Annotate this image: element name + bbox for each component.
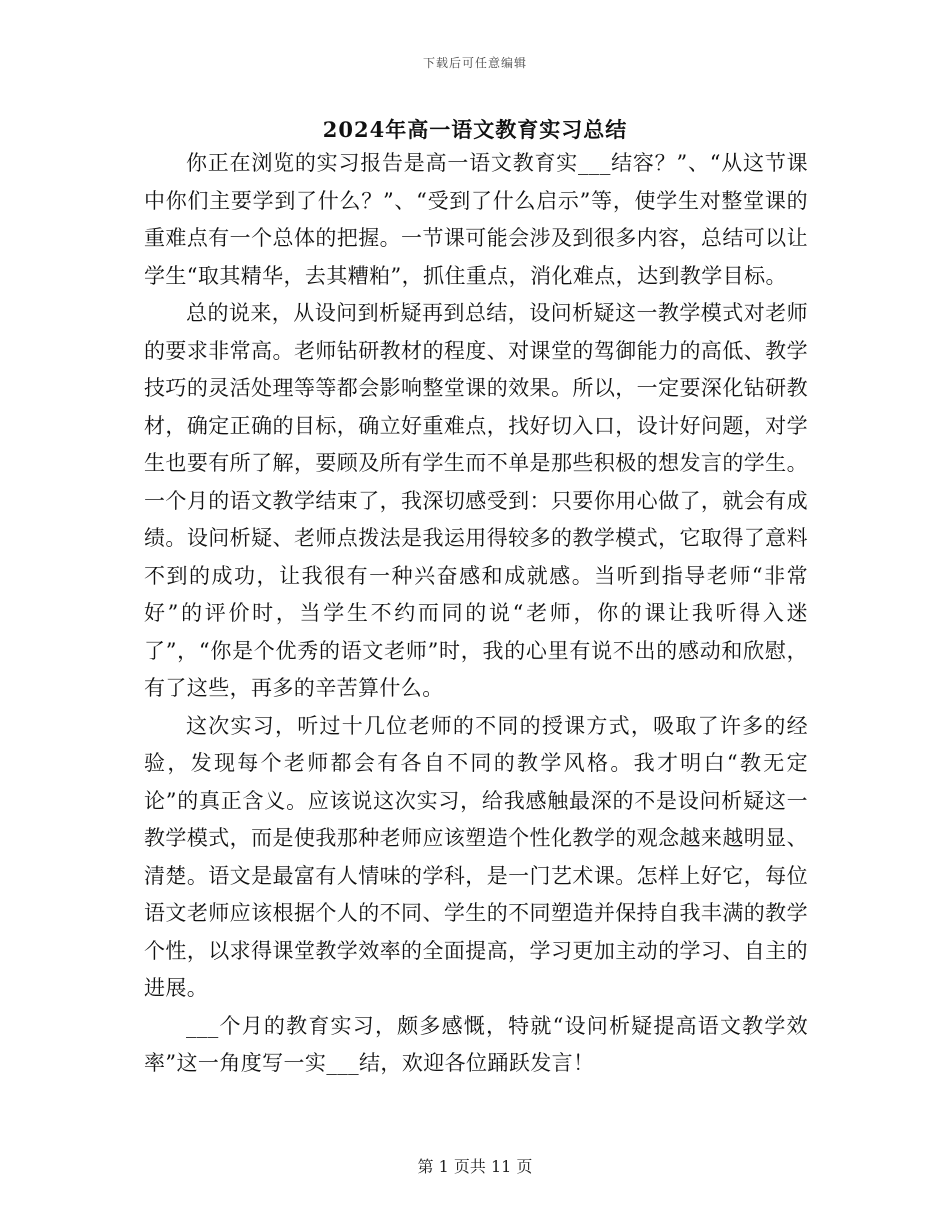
document-title: 2024年高一语文教育实习总结 (322, 117, 628, 142)
page-number: 第 1 页共 11 页 (417, 1157, 533, 1176)
paragraph-4: ___个月的教育实习，颇多感慨，特就“设问析疑提高语文教学效率”这一角度写一实___结，欢迎各位踊跃发言！ (144, 1013, 808, 1075)
document-body (144, 145, 808, 1083)
paragraph-2: 总的说来，从设问到析疑再到总结，设问析疑这一教学模式对老师的要求非常高。老师钻研教材的程度、对课堂的驾御能力的高低、教学技巧的灵活处理等等都会影响整堂课的效果。所以，一定要深化钻研教材，确定正确的目标，确立好重难点，找好切入口，设计好问题，对学生也要有所了解，要顾及所有学生而不单是那些积极的想发言的学生。一个月的语文教学结束了，我深切感受到：只要你用心做了，就会有成绩。设问析疑、老师点拨法是我运用得较多的教学模式，它取得了意料不到的成功，让我很有一种兴奋感和成就感。当听到指导老师“非常好”的评价时，当学生不约而同的说“老师，你的课让我听得入迷了”，“你是个优秀的语文老师”时，我的心里有说不出的感动和欣慰，有了这些，再多的辛苦算什么。 (144, 301, 808, 700)
paragraph-1: 你正在浏览的实习报告是高一语文教育实___结容？”、“从这节课中你们主要学到了什么？”、“受到了什么启示”等，使学生对整堂课的重难点有一个总体的把握。一节课可能会涉及到很多内容，总结可以让学生“取其精华，去其糟粕”，抓住重点，消化难点，达到教学目标。 (144, 151, 808, 288)
page-header-note: 下载后可任意编辑 (422, 56, 527, 70)
paragraph-3: 这次实习，听过十几位老师的不同的授课方式，吸取了许多的经验，发现每个老师都会有各自不同的教学风格。我才明白“教无定论”的真正含义。应该说这次实习，给我感触最深的不是设问析疑这一教学模式，而是使我那种老师应该塑造个性化教学的观念越来越明显、清楚。语文是最富有人情味的学科，是一门艺术课。怎样上好它，每位语文老师应该根据个人的不同、学生的不同塑造并保持自我丰满的教学个性，以求得课堂教学效率的全面提高，学习更加主动的学习、自主的进展。 (144, 713, 808, 1000)
